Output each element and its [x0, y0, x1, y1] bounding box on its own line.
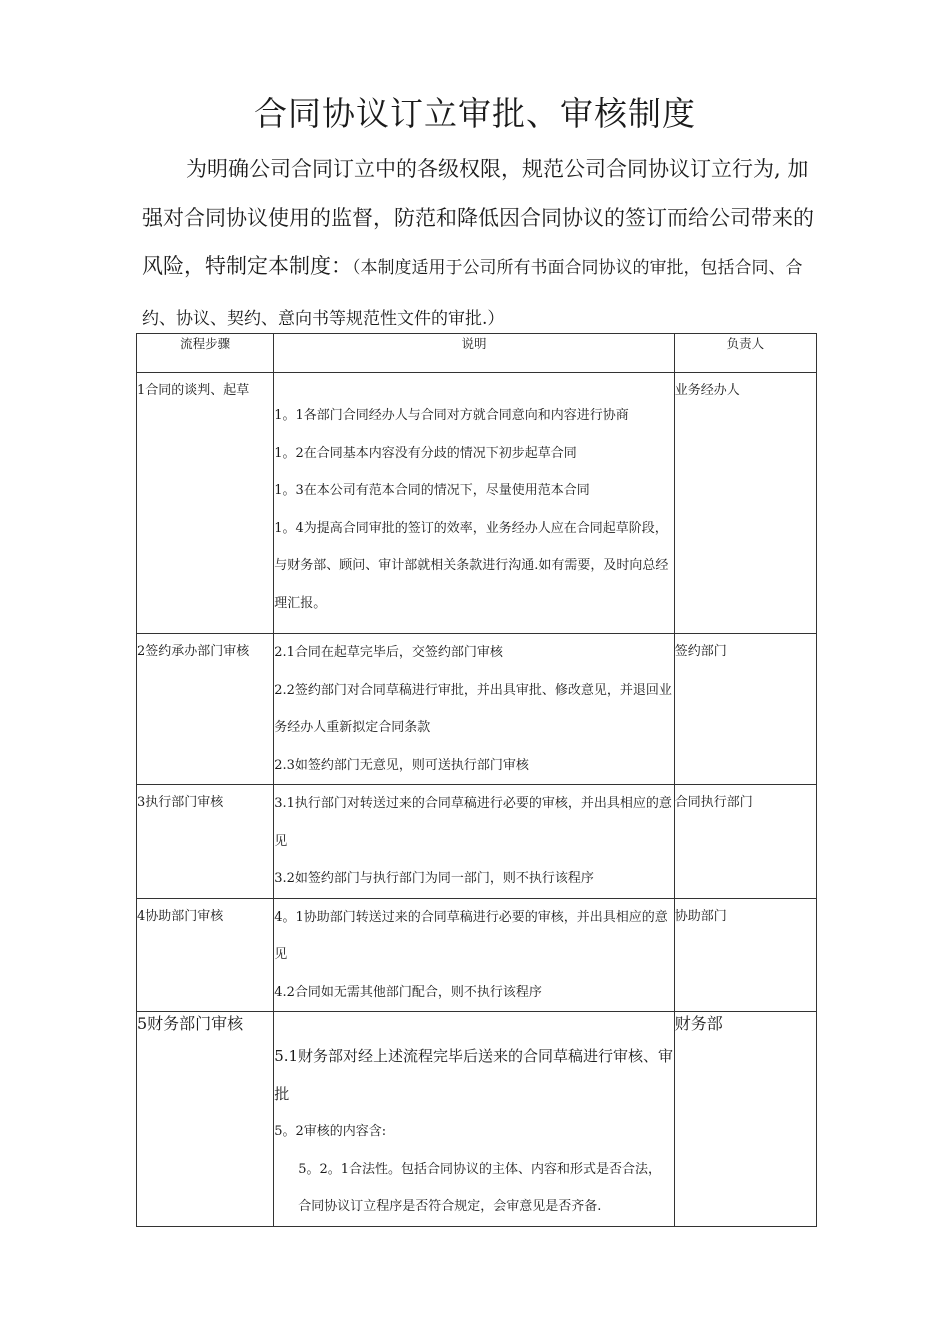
header-owner: 负责人	[674, 334, 816, 373]
description-line: 5.1财务部对经上述流程完毕后送来的合同草稿进行审核、审批	[274, 1047, 674, 1103]
step-cell: 2签约承办部门审核	[137, 634, 274, 785]
owner-cell: 业务经办人	[674, 373, 816, 634]
approval-flow-table	[136, 333, 817, 1227]
description-cell	[274, 785, 675, 899]
table-row	[137, 1012, 817, 1227]
description-line: 1。2在合同基本内容没有分歧的情况下初步起草合同	[274, 445, 577, 461]
table-header-row	[137, 334, 817, 373]
description-line: 1。1各部门合同经办人与合同对方就合同意向和内容进行协商	[274, 408, 629, 423]
description-line: 1。3在本公司有范本合同的情况下，尽量使用范本合同	[274, 483, 590, 498]
description-cell	[274, 634, 675, 785]
description-line: 3.2如签约部门与执行部门为同一部门，则不执行该程序	[274, 871, 594, 886]
owner-cell: 合同执行部门	[674, 785, 816, 899]
step-cell: 3执行部门审核	[137, 785, 274, 899]
description-line: 5。2审核的内容含:	[274, 1124, 387, 1139]
description-line: 5。2。1合法性。包括合同协议的主体、内容和形式是否合法，合同协议订立程序是否符合规定，会审意见是否齐备.	[298, 1161, 662, 1214]
table-row	[137, 898, 817, 1012]
owner-cell: 财务部	[674, 1012, 816, 1227]
description-cell	[274, 373, 675, 634]
description-line: 3.1执行部门对转送过来的合同草稿进行必要的审核，并出具相应的意见	[274, 796, 672, 849]
step-cell: 1合同的谈判、起草	[137, 373, 274, 634]
intro-paragraph	[142, 145, 822, 343]
table-row	[137, 634, 817, 785]
description-line: 2.3如签约部门无意见，则可送执行部门审核	[274, 757, 529, 773]
intro-note: （本制度适用于公司所有书面合同协议的审批，包括合同、合约、协议、契约、意向书等规范性文件的审批.）	[142, 258, 803, 329]
document-title: 合同协议订立审批、审核制度	[254, 94, 696, 133]
table-row	[137, 373, 817, 634]
owner-cell: 签约部门	[674, 634, 816, 785]
header-description: 说明	[274, 334, 675, 373]
description-cell	[274, 898, 675, 1012]
step-cell: 5财务部门审核	[137, 1012, 274, 1227]
description-line: 1。4为提高合同审批的签订的效率，业务经办人应在合同起草阶段，与财务部、顾问、审计部就相关条款进行沟通.如有需要，及时向总经理汇报。	[274, 520, 669, 611]
description-line: 2.2签约部门对合同草稿进行审批，并出具审批、修改意见，并退回业务经办人重新拟定合同条款	[274, 682, 672, 735]
intro-body: 为明确公司合同订立中的各级权限，规范公司合同协议订立行为, 加强对合同协议使用的监督，防范和降低因合同协议的签订而给公司带来的风险，特制定本制度：	[142, 157, 814, 278]
description-line: 2.1合同在起草完毕后，交签约部门审核	[274, 645, 503, 660]
description-line: 4.2合同如无需其他部门配合，则不执行该程序	[274, 984, 542, 1000]
table-row	[137, 785, 817, 899]
description-cell	[274, 1012, 675, 1227]
owner-cell: 协助部门	[674, 898, 816, 1012]
step-cell: 4协助部门审核	[137, 898, 274, 1012]
description-line: 4。1协助部门转送过来的合同草稿进行必要的审核，并出具相应的意见	[274, 909, 668, 962]
header-step: 流程步骤	[137, 334, 274, 373]
